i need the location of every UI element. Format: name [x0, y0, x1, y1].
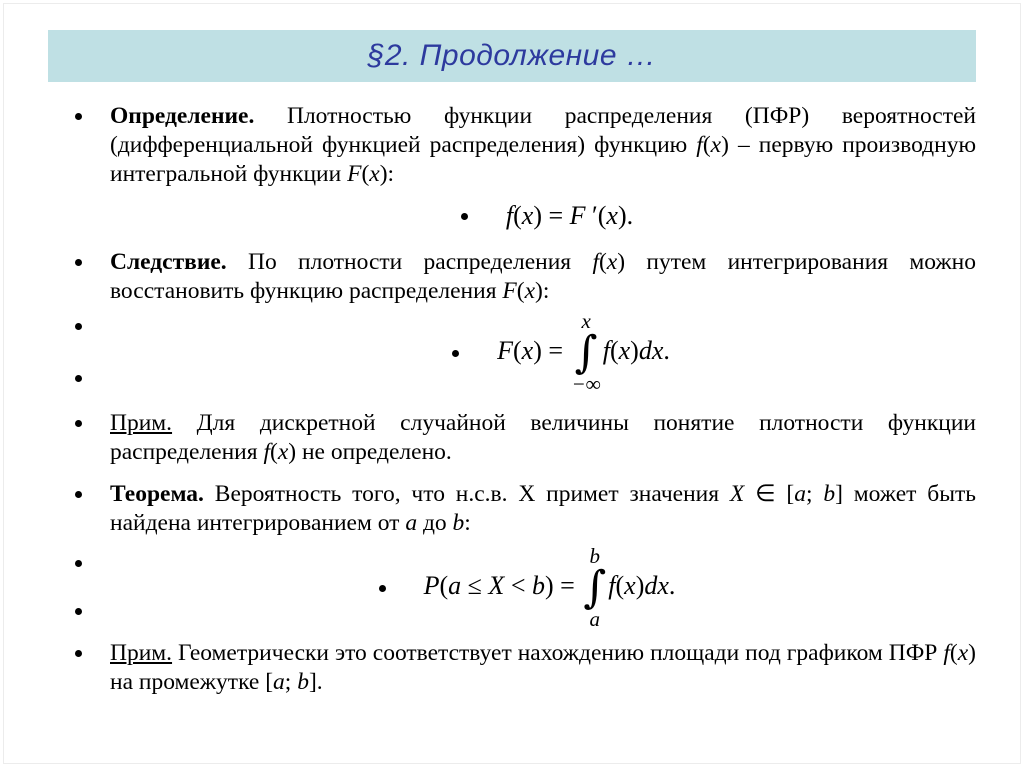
text-run: x: [957, 640, 969, 666]
text-run: ) не определено.: [288, 439, 452, 465]
text-run: (: [702, 132, 711, 158]
text-run: x: [606, 201, 618, 230]
text-run: ):: [379, 161, 395, 187]
text-run: b: [531, 570, 545, 600]
formula-probability-section: [48, 545, 976, 631]
text-run: ) =: [544, 570, 582, 600]
bullet-marker: [75, 420, 82, 427]
formula-probability: [48, 545, 976, 631]
paragraph-text: [110, 640, 976, 695]
empty-bullet-marker: [75, 560, 82, 567]
text-run: ) путем интегрирования можно восстановить функцию распределения: [110, 249, 976, 304]
text-run: a: [405, 510, 418, 536]
text-run: f: [602, 335, 610, 365]
formula-inner: [452, 311, 670, 395]
formula-text: [497, 311, 670, 395]
integral-upper-limit: b: [589, 544, 601, 568]
text-run: x: [624, 570, 636, 600]
integral-upper-limit: x: [581, 309, 591, 333]
text-run: ) =: [533, 201, 570, 230]
text-run: b: [823, 481, 836, 507]
text-run: (: [615, 570, 625, 600]
text-run: Теорема.: [110, 481, 204, 507]
bullet-marker: [75, 491, 82, 498]
text-run: x: [710, 132, 722, 158]
text-run: .: [668, 570, 676, 600]
formula-integrand: [608, 571, 675, 600]
text-run: f: [608, 570, 616, 600]
text-run: ] может быть найдена интегрированием от: [110, 481, 976, 536]
text-run: dx: [644, 570, 669, 600]
text-run: (: [269, 439, 278, 465]
text-run: (: [439, 570, 449, 600]
text-run: P: [423, 570, 440, 600]
text-run: Следствие.: [110, 249, 227, 275]
formula-text: [506, 201, 633, 231]
paragraph-note-discrete: [48, 409, 976, 467]
text-run: x: [521, 335, 534, 365]
text-run: F: [347, 161, 362, 187]
text-run: Вероятность того, что н.с.в. X примет значения: [203, 481, 730, 507]
text-run: X: [488, 570, 505, 600]
bullet-marker: [452, 350, 459, 357]
text-run: (: [516, 278, 525, 304]
text-run: a: [448, 570, 462, 600]
text-run: F: [502, 278, 517, 304]
bullet-marker: [75, 113, 82, 120]
text-run: ):: [535, 278, 550, 304]
text-run: F: [497, 335, 513, 365]
text-run: b: [297, 669, 309, 695]
slide-content: [48, 82, 976, 697]
text-run: (: [513, 335, 522, 365]
text-run: ∈ [: [744, 481, 795, 507]
empty-bullet-marker: [75, 375, 82, 382]
bullet-marker: [75, 650, 82, 657]
text-run: x: [524, 278, 536, 304]
paragraph-theorem: [48, 480, 976, 538]
text-run: b: [452, 510, 465, 536]
text-run: (: [609, 335, 619, 365]
formula-inner: [379, 546, 676, 630]
bullet-marker: [75, 259, 82, 266]
empty-bullet-marker: [75, 323, 82, 330]
text-run: x: [606, 249, 618, 275]
text-run: x: [277, 439, 289, 465]
text-run: Геометрически это соответствует нахождению площади под графиком ПФР: [172, 640, 944, 666]
paragraph-text: [110, 410, 976, 465]
bullet-marker: [461, 213, 468, 220]
slide-header: [48, 30, 976, 82]
text-run: Прим.: [110, 640, 173, 666]
paragraph-text: [110, 249, 976, 304]
text-run: ;: [805, 481, 824, 507]
text-run: Для дискретной случайной величины понятие плотности функции распределения: [110, 410, 976, 465]
text-run: ): [635, 570, 645, 600]
text-run: ;: [284, 669, 298, 695]
text-run: По плотности распределения: [226, 249, 593, 275]
paragraph-note-geometric: [48, 639, 976, 697]
formula-integrand: [603, 336, 670, 365]
integral-block: [572, 311, 601, 395]
text-run: a: [794, 481, 806, 507]
text-run: f: [943, 640, 950, 666]
text-run: ′(: [585, 201, 607, 230]
text-run: F: [569, 201, 586, 230]
formula-text: [424, 546, 676, 630]
paragraph-text: [110, 103, 976, 187]
text-run: X: [729, 481, 745, 507]
text-run: ) =: [533, 335, 570, 365]
text-run: до: [417, 510, 453, 536]
text-run: ).: [617, 201, 634, 230]
text-run: :: [464, 510, 471, 536]
text-run: f: [505, 201, 514, 230]
paragraph-corollary: [48, 248, 976, 306]
formula-derivative: [48, 201, 976, 231]
text-run: ].: [308, 669, 323, 695]
text-run: x: [521, 201, 534, 230]
text-run: <: [504, 570, 532, 600]
empty-bullet-marker: [75, 608, 82, 615]
integral-sign-icon: ∫: [574, 327, 598, 378]
text-run: ≤: [461, 570, 489, 600]
formula-inner: [461, 201, 633, 231]
text-run: .: [663, 335, 670, 365]
text-run: Плотностью функции распределения (ПФР) вероятностей (дифференциальной функцией распределения) функцию: [110, 103, 976, 158]
text-run: (: [598, 249, 607, 275]
integral-lower-limit: a: [589, 607, 601, 631]
text-run: Определение.: [110, 103, 255, 129]
bullet-marker: [379, 585, 386, 592]
text-run: x: [618, 335, 631, 365]
text-run: Прим.: [110, 410, 173, 436]
integral-lower-limit: −∞: [571, 372, 601, 396]
text-run: (: [949, 640, 958, 666]
text-run: f: [696, 132, 703, 158]
integral-sign-icon: ∫: [583, 562, 607, 613]
formula-derivative-section: [48, 201, 976, 235]
formula-lhs: [497, 336, 569, 365]
paragraph-text: [110, 481, 976, 536]
text-run: f: [263, 439, 270, 465]
text-run: ): [630, 335, 639, 365]
text-run: f: [592, 249, 599, 275]
slide-title: §2. Продолжение …: [367, 39, 657, 72]
text-run: ) – первую производную интегральной функции: [110, 132, 977, 187]
text-run: ) на промежутке [: [110, 640, 976, 695]
text-run: a: [273, 669, 285, 695]
text-run: (: [513, 201, 522, 230]
formula-integral-F: [48, 308, 976, 398]
text-run: dx: [638, 335, 664, 365]
integral-block: [583, 546, 606, 630]
formula-lhs: [424, 571, 582, 600]
formula-integral-F-section: [48, 308, 976, 398]
text-run: (: [361, 161, 370, 187]
text-run: x: [369, 161, 380, 187]
paragraph-definition: [48, 102, 976, 189]
